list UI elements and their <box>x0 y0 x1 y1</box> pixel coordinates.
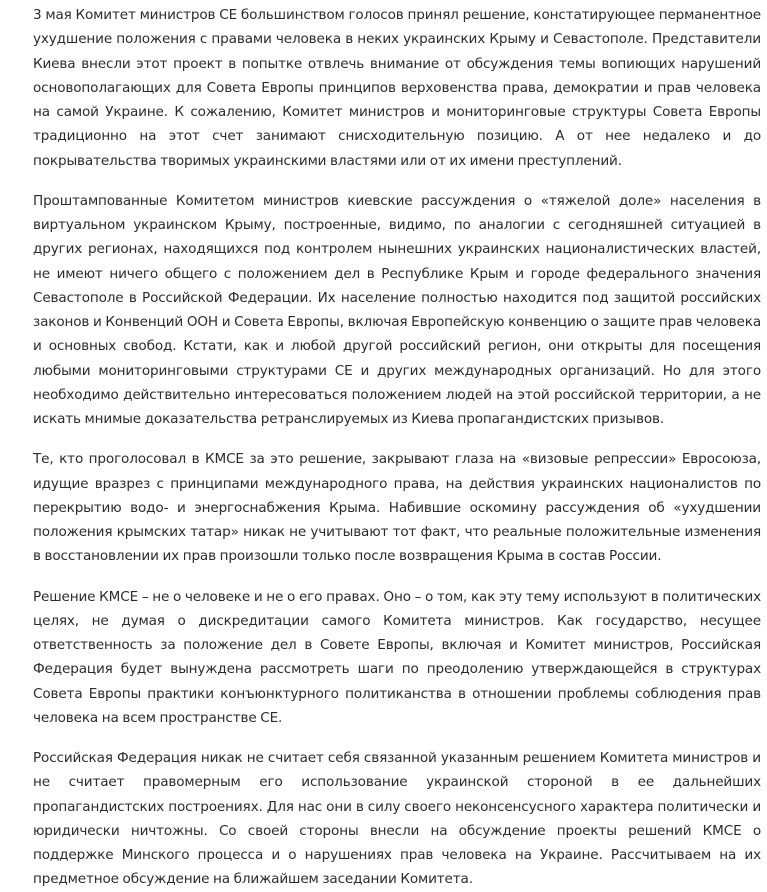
paragraph-4: Решение КМСЕ – не о человеке и не о его правах. Оно – о том, как эту тему используют в политических целях, не думая о дискредитации самого Комитета министров. Как государство, несущее ответственность за положение дел в Совете Европы, включая и Комитет министров, Российская Федерация будет вынуждена рассмотреть шаги по преодолению утверждающейся в структурах Совета Европы практики конъюнктурного политиканства в отношении проблемы соблюдения прав человека на всем пространстве СЕ. <box>33 588 761 726</box>
paragraph-5: Российская Федерация никак не считает себя связанной указанным решением Комитета министров и не считает правомерным его использование украинской стороной в ее дальнейших пропагандистских построениях. Для нас они в силу своего неконсенсусного характера политически и юридически ничтожны. Со своей стороны внесли на обсуждение проекты решений КМСЕ о поддержке Минского процесса и о нарушениях прав человека на Украине. Рассчитываем на их предметное обсуждение на ближайшем заседании Комитета. <box>33 750 761 888</box>
paragraph-1: 3 мая Комитет министров СЕ большинством голосов принял решение, констатирующее перманентное ухудшение положения с правами человека в неких украинских Крыму и Севастополе. Представители Киева внесли этот проект в попытке отвлечь внимание от обсуждения темы вопиющих нарушений основополагающих для Совета Европы принципов верховенства права, демократии и прав человека на самой Украине. К сожалению, Комитет министров и мониторинговые структуры Совета Европы традиционно на этот счет занимают снисходительную позицию. А от нее недалеко и до покрывательства творимых украинскими властями или от их имени преступлений. <box>33 7 761 169</box>
paragraph-2: Проштампованные Комитетом министров киевские рассуждения о «тяжелой доле» населения в виртуальном украинском Крыму, построенные, видимо, по аналогии с сегодняшней ситуацией в других регионах, находящихся под контролем нынешних украинских националистических властей, не имеют ничего общего с положением дел в Республике Крым и городе федерального значения Севастополе в Российской Федерации. Их население полностью находится под защитой российских законов и Конвенций ООН и Совета Европы, включая Европейскую конвенцию о защите прав человека и основных свобод. Кстати, как и любой другой российский регион, они открыты для посещения любыми мониторинговыми структурами СЕ и других международных организаций. Но для этого необходимо действительно интересоваться положением людей на этой российской территории, а не искать мнимые доказательства ретранслируемых из Киева пропагандистских призывов. <box>33 192 761 427</box>
paragraph-3: Те, кто проголосовал в КМСЕ за это решение, закрывают глаза на «визовые репрессии» Евросоюза, идущие вразрез с принципами международного права, на действия украинских националистов по перекрытию водо- и энергоснабжения Крыма. Набившие оскомину рассуждения об «ухудшении положения крымских татар» никак не учитывают тот факт, что реальные положительные изменения в восстановлении их прав произошли только после возвращения Крыма в состав России. <box>33 451 761 565</box>
